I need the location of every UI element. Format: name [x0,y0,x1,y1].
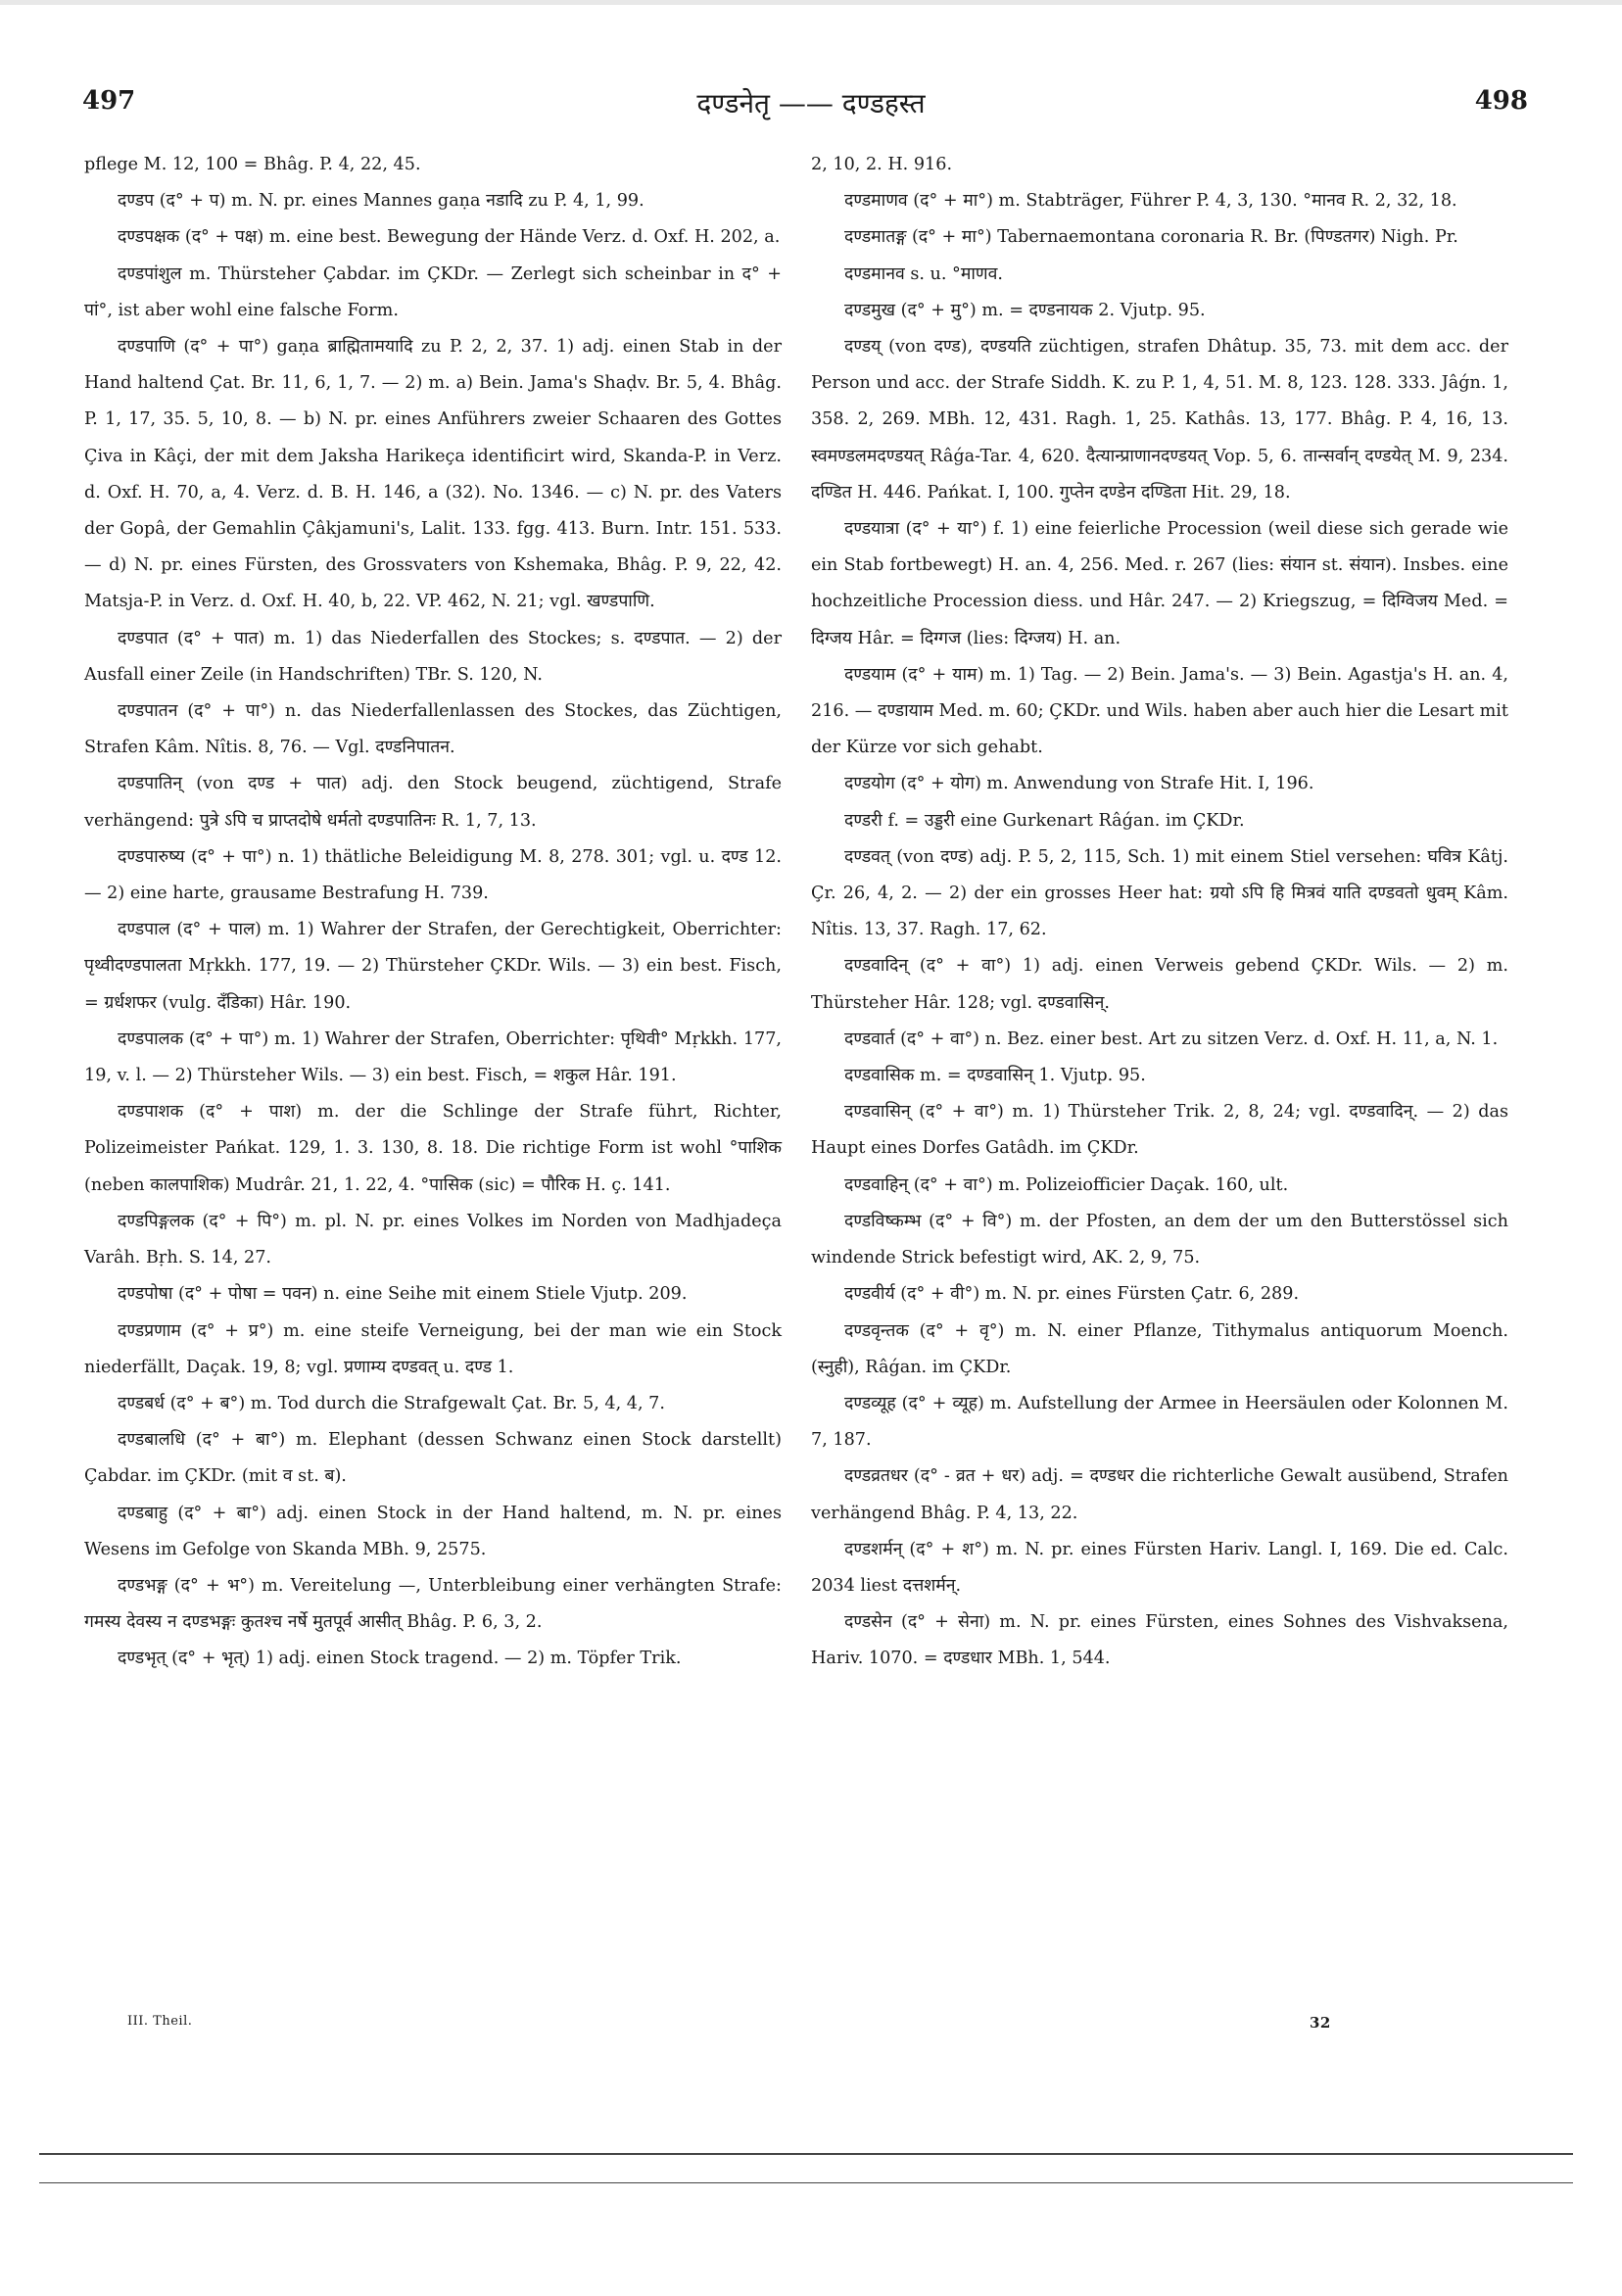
entry: दण्डबाहु (द° + बा°) adj. einen Stock in der Hand haltend, m. N. pr. eines Wesens im Gefolge von Skanda MBh. 9, 2575. [84,1503,782,1559]
entry: दण्डपाशक (द° + पाश) m. der die Schlinge der Strafe führt, Richter, Polizeimeister Pańkat. 129, 1. 3. 130, 8. 18. Die richtige Form ist wohl °पाशिक (neben कालपाशिक) Mudrâr. 21, 1. 22, 4. °पासिक (sic) = पौरिक H. ç. 141. [84,1102,782,1195]
entry: दण्डसेन (द° + सेना) m. N. pr. eines Fürsten, eines Sohnes des Vishvaksena, Hariv. 1070. = दण्डधार MBh. 1, 544. [811,1612,1508,1669]
top-scan-edge [0,0,1622,5]
sheet-number: 32 [1310,2014,1331,2032]
volume-signature: III. Theil. [127,2014,193,2029]
entry: दण्डप (द° + प) m. N. pr. eines Mannes gaṇa नडादि zu P. 4, 1, 99. [118,191,644,212]
entry: दण्डबर्ध (द° + ब°) m. Tod durch die Strafgewalt Çat. Br. 5, 4, 4, 7. [118,1393,665,1413]
entry: दण्डपांशुल m. Thürsteher Çabdar. im ÇKDr. — Zerlegt sich scheinbar in द° + पां°, ist aber wohl eine falsche Form. [84,263,782,320]
entry: दण्डबालधि (द° + बा°) m. Elephant (dessen Schwanz einen Stock darstellt) Çabdar. im ÇKDr. (mit व st. ब). [84,1430,782,1487]
entry: दण्डपातिन् (von दण्ड + पात) adj. den Stock beugend, züchtigend, Strafe verhängend: पुत्रे ऽपि च प्राप्तदोषे धर्मतो दण्डपातिनः R. 1, 7, 13. [84,774,782,831]
entry: दण्डवार्त (द° + वा°) n. Bez. einer best. Art zu sitzen Verz. d. Oxf. H. 11, a, N. 1. [844,1028,1499,1049]
entry: pflege M. 12, 100 = Bhâg. P. 4, 22, 45. [84,155,421,174]
entry: दण्डव्रतधर (द° - व्रत + धर) adj. = दण्डधर die richterliche Gewalt ausübend, Strafen verhängend Bhâg. P. 4, 13, 22. [811,1466,1508,1523]
entry: दण्डप्रणाम (द° + प्र°) m. eine steife Verneigung, bei der man wie ein Stock niederfällt, Daçak. 19, 8; vgl. प्रणाम्य दण्डवत् u. दण्ड 1. [84,1320,782,1377]
entry: दण्डपातन (द° + पा°) n. das Niederfallenlassen des Stockes, das Züchtigen, Strafen Kâm. Nîtis. 8, 76. — Vgl. दण्डनिपातन. [84,701,782,758]
entry: दण्डवीर्य (द° + वी°) m. N. pr. eines Fürsten Çatr. 6, 289. [844,1284,1300,1305]
running-title: दण्डनेतृ —— दण्डहस्त [696,87,926,120]
entry: दण्डमातङ्ग (द° + मा°) Tabernaemontana coronaria R. Br. (पिण्डतगर) Nigh. Pr. [844,227,1458,248]
entry: दण्डपोषा (द° + पोषा = पवन) n. eine Seihe mit einem Stiele Vjutp. 209. [118,1284,688,1305]
bottom-rule [39,2153,1573,2155]
entry: दण्डयात्रा (द° + या°) f. 1) eine feierliche Procession (weil diese sich gerade wie ein Stab fortbewegt) H. an. 4, 256. Med. r. 267 (lies: संयान st. संयान). Insbes. eine hochzeitliche Procession diess. und Hâr. 247. — 2) Kriegszug, = दिग्विजय Med. = दिग्जय Hâr. = दिग्गज (lies: दिग्जय) H. an. [811,519,1508,648]
entry: दण्डमाणव (द° + मा°) m. Stabträger, Führer P. 4, 3, 130. °मानव R. 2, 32, 18. [844,191,1457,212]
bottom-rule-thin [39,2182,1573,2183]
entry: दण्डपाल (द° + पाल) m. 1) Wahrer der Strafen, der Gerechtigkeit, Oberrichter: पृथ्वीदण्डपालता Mṛkkh. 177, 19. — 2) Thürsteher ÇKDr. Wils. — 3) ein best. Fisch, = ग्रर्धशफर (vulg. दँडिका) Hâr. 190. [84,920,782,1013]
page-number-right: 498 [1474,86,1528,116]
entry: दण्डविष्कम्भ (द° + वि°) m. der Pfosten, an dem der um den Butterstössel sich windende Strick befestigt wird, AK. 2, 9, 75. [811,1211,1508,1268]
entry: दण्डपालक (द° + पा°) m. 1) Wahrer der Strafen, Oberrichter: पृथिवी° Mṛkkh. 177, 19, v. l. — 2) Thürsteher Wils. — 3) ein best. Fisch, = शकुल Hâr. 191. [84,1028,782,1086]
entry: दण्डव्यूह (द° + व्यूह) m. Aufstellung der Armee in Heersäulen oder Kolonnen M. 7, 187. [811,1393,1508,1451]
entry: दण्डपक्षक (द° + पक्ष) m. eine best. Bewegung der Hände Verz. d. Oxf. H. 202, a. [118,227,781,248]
entry: दण्डवृन्तक (द° + वृ°) m. N. einer Pflanze, Tithymalus antiquorum Moench. (स्नुही), Râǵan. im ÇKDr. [811,1320,1508,1377]
entry: दण्डपिङ्गलक (द° + पि°) m. pl. N. pr. eines Volkes im Norden von Madhjadeça Varâh. Bṛh. S. 14, 27. [84,1211,782,1268]
entry: 2, 10, 2. H. 916. [811,155,953,174]
entry: दण्डमुख (द° + मु°) m. = दण्डनायक 2. Vjutp. 95. [844,300,1206,320]
entry: दण्डवाहिन् (द° + वा°) m. Polizeiofficier Daçak. 160, ult. [844,1174,1289,1195]
left-column [84,147,782,1678]
entry: दण्डवासिक m. = दण्डवासिन् 1. Vjutp. 95. [844,1066,1146,1086]
entry: दण्डयोग (द° + योग) m. Anwendung von Strafe Hit. I, 196. [844,774,1314,794]
entry: दण्डपाणि (द° + पा°) gaṇa ब्राह्मितामयादि zu P. 2, 2, 37. 1) adj. einen Stab in der Hand haltend Çat. Br. 11, 6, 1, 7. — 2) m. a) Bein. Jama's Shaḍv. Br. 5, 4. Bhâg. P. 1, 17, 35. 5, 10, 8. — b) N. pr. eines Anführers zweier Schaaren des Gottes Çiva in Kâçi, der mit dem Jaksha Harikeça identificirt wird, Skanda-P. in Verz. d. Oxf. H. 70, a, 4. Verz. d. B. H. 146, a (32). No. 1346. — c) N. pr. des Vaters der Gopâ, der Gemahlin Çâkjamuni's, Lalit. 133. fgg. 413. Burn. Intr. 151. 533. — d) N. pr. eines Fürsten, des Grossvaters von Kshemaka, Bhâg. P. 9, 22, 42. Matsja-P. in Verz. d. Oxf. H. 40, b, 22. VP. 462, N. 21; vgl. खण्डपाणि. [84,337,782,612]
entry: दण्डवासिन् (द° + वा°) m. 1) Thürsteher Trik. 2, 8, 24; vgl. दण्डवादिन्. — 2) das Haupt eines Dorfes Gatâdh. im ÇKDr. [811,1102,1508,1159]
entry: दण्डयाम (द° + याम) m. 1) Tag. — 2) Bein. Jama's. — 3) Bein. Agastja's H. an. 4, 216. — दण्डायाम Med. m. 60; ÇKDr. und Wils. haben aber auch hier die Lesart mit der Kürze vor sich gehabt. [811,664,1508,758]
entry: दण्डवत् (von दण्ड) adj. P. 5, 2, 115, Sch. 1) mit einem Stiel versehen: घवित्र Kâtj. Çr. 26, 4, 2. — 2) der ein grosses Heer hat: ग्रयो ऽपि हि मित्रवं याति दण्डवतो धुवम् Kâm. Nîtis. 13, 37. Ragh. 17, 62. [811,846,1508,940]
entry: दण्डय् (von दण्ड), दण्डयति züchtigen, strafen Dhâtup. 35, 73. mit dem acc. der Person und acc. der Strafe Siddh. K. zu P. 1, 4, 51. M. 8, 123. 128. 333. Jâǵn. 1, 358. 2, 269. MBh. 12, 431. Ragh. 1, 25. Kathâs. 13, 177. Bhâg. P. 4, 16, 13. स्वमण्डलमदण्डयत् Râǵa-Tar. 4, 620. दैत्यान्प्राणानदण्डयत् Vop. 5, 6. तान्सर्वान् दण्डयेत् M. 9, 234. दण्डित H. 446. Pańkat. I, 100. गुप्तेन दण्डेन दण्डिता Hit. 29, 18. [811,337,1508,502]
page-number-left: 497 [82,86,136,116]
right-column [811,147,1508,1678]
entry: दण्डरी f. = उड्डरी eine Gurkenart Râǵan. im ÇKDr. [844,810,1245,831]
entry: दण्डभृत् (द° + भृत्) 1) adj. einen Stock tragend. — 2) m. Töpfer Trik. [118,1649,682,1669]
entry: दण्डभङ्ग (द° + भ°) m. Vereitelung —, Unterbleibung einer verhängten Strafe: गमस्य देवस्य न दण्डभङ्गः कुतश्च नर्षे मुतपूर्व आसीत् Bhâg. P. 6, 3, 2. [84,1575,782,1633]
entry: दण्डशर्मन् (द° + श°) m. N. pr. eines Fürsten Hariv. Langl. I, 169. Die ed. Calc. 2034 liest दत्तशर्मन्. [811,1539,1508,1596]
entry: दण्डवादिन् (द° + वा°) 1) adj. einen Verweis gebend ÇKDr. Wils. — 2) m. Thürsteher Hâr. 128; vgl. दण्डवासिन्. [811,956,1508,1013]
entry: दण्डमानव s. u. °माणव. [844,263,1004,284]
entry: दण्डपारुष्य (द° + पा°) n. 1) thätliche Beleidigung M. 8, 278. 301; vgl. u. दण्ड 12. — 2) eine harte, grausame Bestrafung H. 739. [84,846,782,904]
entry: दण्डपात (द° + पात) m. 1) das Niederfallen des Stockes; s. दण्डपात. — 2) der Ausfall einer Zeile (in Handschriften) TBr. S. 120, N. [84,628,782,685]
